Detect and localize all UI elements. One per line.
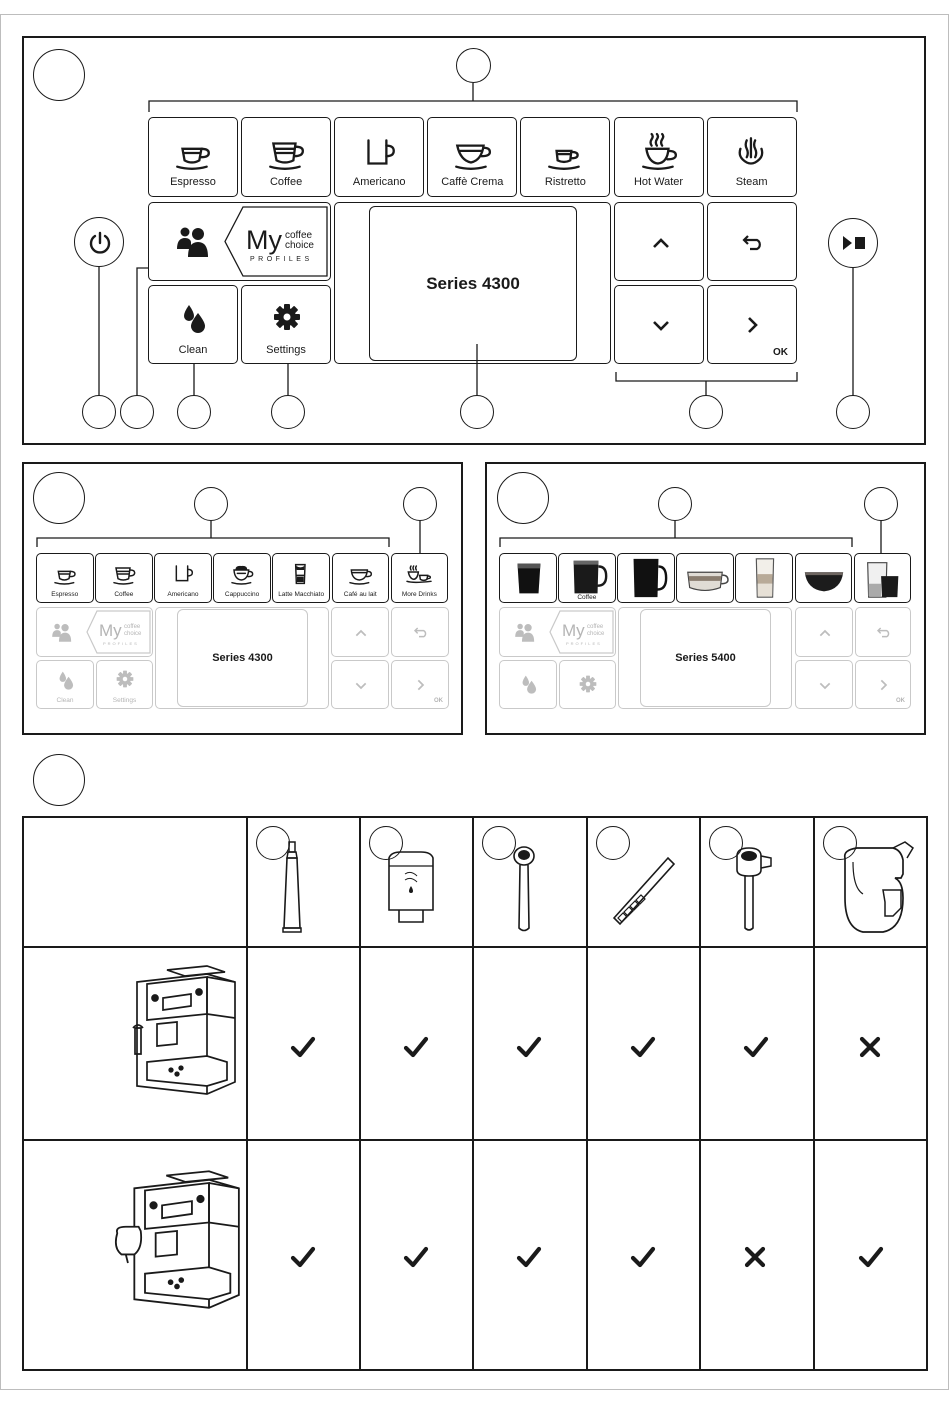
my-text: My [562,621,585,640]
drink-photo-icon [618,555,674,601]
drink-photo-icon [855,555,911,601]
grease-tube-icon [256,838,356,938]
panel-b-display-screen: Series 4300 [177,609,308,707]
coffee-label: Coffee [577,594,597,601]
drink-label: More Drinks [401,591,437,598]
panel-b-drink-button-4[interactable] [272,553,330,603]
milk-frother-icon [709,838,809,938]
panel-c-settings-button[interactable] [559,660,616,709]
check-mark-icon [290,1035,316,1059]
check-mark-icon [403,1245,429,1269]
chevron-right-icon [880,679,888,691]
panel-b-drink-button-2[interactable] [154,553,212,603]
panel-b-profile-button[interactable] [36,607,153,657]
chevron-up-icon [355,629,367,637]
panel-c-down-button[interactable] [795,660,853,709]
machine-with-milk-jug-icon [102,1167,252,1327]
profiles-text: PROFILES [103,641,139,646]
settings-label: Settings [112,697,137,704]
table-col-divider [813,816,815,1371]
clean-label: Clean [178,344,208,356]
panel-c-display-screen: Series 5400 [640,609,771,707]
cross-mark-icon [743,1245,769,1269]
panel-b-down-button[interactable] [331,660,389,709]
water-hardness-strip-icon [596,838,696,938]
callout-circle-d [33,754,85,806]
chevron-down-icon [355,682,367,690]
panel-c-drink-button-1[interactable] [558,553,616,603]
panel-b-drink-button-1[interactable] [95,553,153,603]
panel-c-ok-button[interactable] [855,660,911,709]
drink-photo-icon [677,555,733,601]
drink-label: Ristretto [544,176,586,188]
panel-c-drink-button-3[interactable] [676,553,734,603]
machine-with-frother-icon [102,962,252,1112]
table-col-divider [472,816,474,1371]
profiles-text: PROFILES [566,641,602,646]
check-mark-icon [516,1245,542,1269]
more-icon [406,562,432,586]
clean-label: Clean [56,697,74,704]
ok-label: OK [434,698,443,704]
panel-c-drink-button-4[interactable] [735,553,793,603]
check-mark-icon [290,1245,316,1269]
drink-label: Coffee [269,176,303,188]
milk-jug-icon [823,838,923,938]
drink-label: Latte Macchiato [278,591,325,598]
drink-label: Steam [735,176,768,188]
panel-b-back-button[interactable] [391,607,449,657]
table-col-divider [359,816,361,1371]
cappuccino-icon [229,562,255,586]
chevron-up-icon [819,629,831,637]
water-filter-icon [369,838,469,938]
espresso-icon [52,562,78,586]
latte-icon [288,562,314,586]
check-mark-icon [858,1245,884,1269]
panel-c-clean-button[interactable] [499,660,557,709]
measuring-scoop-icon [482,838,582,938]
americano-icon [170,562,196,586]
drink-label: Hot Water [633,176,684,188]
panel-c-profile-button[interactable] [499,607,616,657]
aulait-icon [347,562,373,586]
drops-icon [520,674,538,694]
drops-icon [57,670,75,690]
ok-label: OK [896,698,905,704]
table-row-machine [22,946,246,1139]
coffee-text: coffee [124,624,141,630]
profiles-text: PROFILES [250,256,313,263]
drink-label: Americano [167,591,199,598]
my-text: My [99,621,122,640]
panel-c-bracket [0,0,950,560]
gear-icon [579,675,597,693]
panel-b-drink-button-6[interactable] [391,553,449,603]
back-arrow-icon [413,626,429,638]
drink-photo-icon [796,555,852,601]
profiles-icon [514,621,536,643]
drink-label: Espresso [170,176,216,188]
drink-label: Coffee [114,591,134,598]
back-arrow-icon [876,626,892,638]
panel-b-drink-button-3[interactable] [213,553,271,603]
coffee-icon [111,562,137,586]
settings-label: Settings [266,344,306,356]
drink-photo-icon [736,555,792,601]
drink-label: Caffè Crema [441,176,504,188]
my-text: My [246,225,282,255]
drink-label: Cappuccino [224,591,260,598]
panel-b-settings-button[interactable] [96,660,153,709]
chevron-right-icon [417,679,425,691]
table-col-divider [586,816,588,1371]
choice-text: choice [587,631,605,637]
chevron-down-icon [819,682,831,690]
drink-label: Americano [352,176,406,188]
check-mark-icon [743,1035,769,1059]
choice-text: choice [285,240,314,251]
drink-photo-icon [500,555,556,601]
cross-mark-icon [858,1035,884,1059]
check-mark-icon [516,1035,542,1059]
panel-b-ok-button[interactable] [391,660,449,709]
panel-b-up-button[interactable] [331,607,389,657]
check-mark-icon [403,1035,429,1059]
check-mark-icon [630,1035,656,1059]
panel-c-back-button[interactable] [855,607,911,657]
coffee-text: coffee [587,624,604,630]
table-col-divider [699,816,701,1371]
ok-label: OK [773,347,788,358]
drink-label: Café au lait [343,591,377,598]
table-row-machine [22,1139,246,1371]
panel-b-drink-button-0[interactable] [36,553,94,603]
panel-c-drink-button-0[interactable] [499,553,557,603]
panel-c-drink-button-2[interactable] [617,553,675,603]
panel-c-drink-button-5[interactable] [795,553,853,603]
panel-c-drink-button-6[interactable] [854,553,912,603]
panel-c-up-button[interactable] [795,607,853,657]
gear-icon [116,670,134,688]
display-screen: Series 4300 [369,206,577,361]
panel-b-clean-button[interactable] [36,660,94,709]
panel-b-drink-button-5[interactable] [332,553,390,603]
drink-label: Espresso [51,591,79,598]
check-mark-icon [630,1245,656,1269]
profiles-icon [51,621,73,643]
coffee-text: coffee [285,230,313,241]
choice-text: choice [124,631,142,637]
